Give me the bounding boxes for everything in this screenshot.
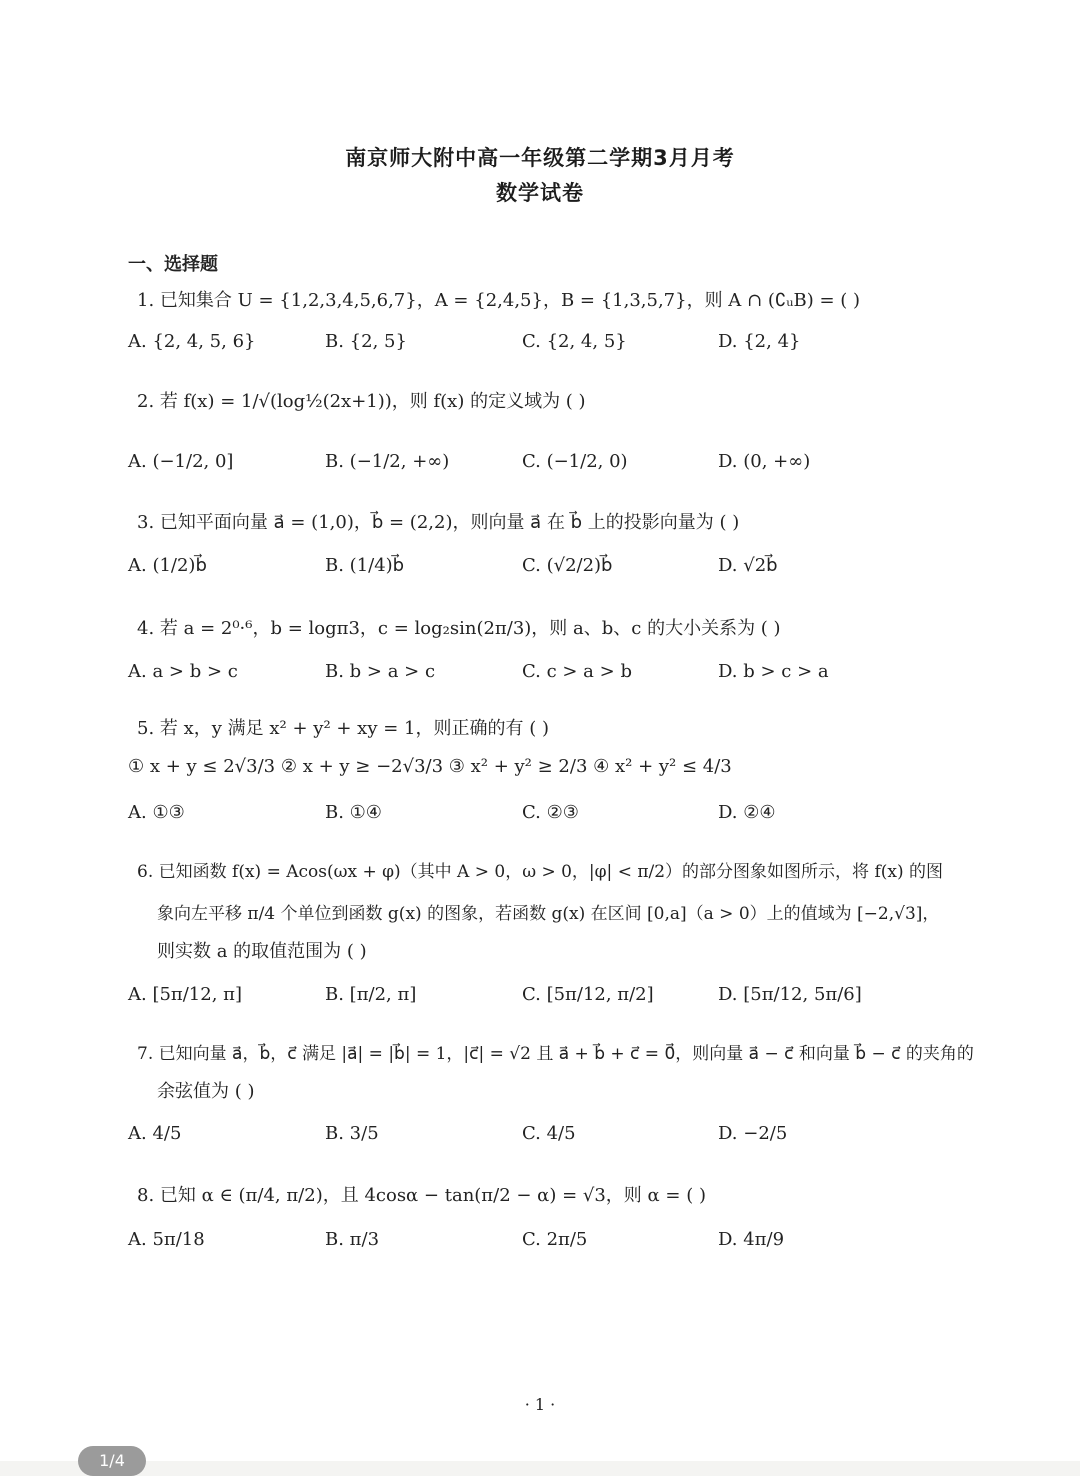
q3-option-a: A. (1/2)b⃗ (128, 555, 207, 576)
q8-option-c: C. 2π/5 (522, 1229, 588, 1250)
q5-statements: ① x + y ≤ 2√3/3 ② x + y ≥ −2√3/3 ③ x² + y² ≥ 2/3 ④ x² + y² ≤ 4/3 (128, 756, 732, 777)
q4-option-a: A. a > b > c (128, 661, 238, 682)
q5-option-a: A. ①③ (128, 802, 185, 823)
q5-option-c: C. ②③ (522, 802, 579, 823)
q1-option-b: B. {2, 5} (325, 331, 407, 352)
q5-option-b: B. ①④ (325, 802, 382, 823)
exam-title: 南京师大附中高一年级第二学期3月月考 (345, 146, 735, 170)
page-indicator-badge[interactable]: 1/4 (78, 1446, 146, 1476)
q1-option-d: D. {2, 4} (718, 331, 801, 352)
q4-option-b: B. b > a > c (325, 661, 436, 682)
q2-option-b: B. (−1/2, +∞) (325, 451, 450, 472)
question-7: 7. 已知向量 a⃗，b⃗，c⃗ 满足 |a⃗| = |b⃗| = 1，|c⃗| = √2 且 a⃗ + b⃗ + c⃗ = 0⃗，则向量 a⃗ − c⃗ 和向量 b⃗ − c⃗ 的夹角的 (137, 1044, 974, 1064)
q2-option-c: C. (−1/2, 0) (522, 451, 628, 472)
q6-option-c: C. [5π/12, π/2] (522, 984, 654, 1005)
q3-option-c: C. (√2/2)b⃗ (522, 555, 613, 576)
q7-option-a: A. 4/5 (128, 1123, 182, 1144)
question-2: 2. 若 f(x) = 1/√(log½(2x+1))，则 f(x) 的定义域为 ( ) (137, 391, 586, 412)
question-6-line-2: 象向左平移 π/4 个单位到函数 g(x) 的图象，若函数 g(x) 在区间 [0,a]（a > 0）上的值域为 [−2,√3]， (157, 904, 940, 924)
question-1: 1. 已知集合 U = {1,2,3,4,5,6,7}，A = {2,4,5}，B = {1,3,5,7}，则 A ∩ (∁ᵤB) = ( ) (137, 290, 861, 311)
q6-option-d: D. [5π/12, 5π/6] (718, 984, 862, 1005)
q8-option-a: A. 5π/18 (128, 1229, 205, 1250)
question-6: 6. 已知函数 f(x) = Acos(ωx + φ)（其中 A > 0，ω > 0，|φ| < π/2）的部分图象如图所示，将 f(x) 的图 (137, 862, 944, 882)
q5-option-d: D. ②④ (718, 802, 776, 823)
q7-option-b: B. 3/5 (325, 1123, 379, 1144)
q6-option-b: B. [π/2, π] (325, 984, 417, 1005)
q1-option-a: A. {2, 4, 5, 6} (128, 331, 256, 352)
q8-option-b: B. π/3 (325, 1229, 380, 1250)
q8-option-d: D. 4π/9 (718, 1229, 785, 1250)
q4-option-d: D. b > c > a (718, 661, 829, 682)
q2-option-d: D. (0, +∞) (718, 451, 811, 472)
exam-subtitle: 数学试卷 (496, 181, 584, 205)
q3-option-d: D. √2b⃗ (718, 555, 778, 576)
q3-option-b: B. (1/4)b⃗ (325, 555, 405, 576)
question-5: 5. 若 x，y 满足 x² + y² + xy = 1，则正确的有 ( ) (137, 718, 549, 739)
question-6-line-3: 则实数 a 的取值范围为 ( ) (157, 941, 367, 962)
q1-option-c: C. {2, 4, 5} (522, 331, 627, 352)
question-7-line-2: 余弦值为 ( ) (157, 1081, 255, 1102)
question-8: 8. 已知 α ∈ (π/4, π/2)，且 4cosα − tan(π/2 − α) = √3，则 α = ( ) (137, 1185, 706, 1206)
q7-option-c: C. 4/5 (522, 1123, 576, 1144)
q4-option-c: C. c > a > b (522, 661, 632, 682)
section-title: 一、选择题 (128, 254, 218, 275)
question-4: 4. 若 a = 2⁰·⁶，b = logπ3，c = log₂sin(2π/3)，则 a、b、c 的大小关系为 ( ) (137, 618, 781, 639)
question-3: 3. 已知平面向量 a⃗ = (1,0)，b⃗ = (2,2)，则向量 a⃗ 在 b⃗ 上的投影向量为 ( ) (137, 512, 740, 533)
q2-option-a: A. (−1/2, 0] (128, 451, 234, 472)
page-number: · 1 · (524, 1395, 556, 1414)
q7-option-d: D. −2/5 (718, 1123, 788, 1144)
q6-option-a: A. [5π/12, π] (128, 984, 243, 1005)
